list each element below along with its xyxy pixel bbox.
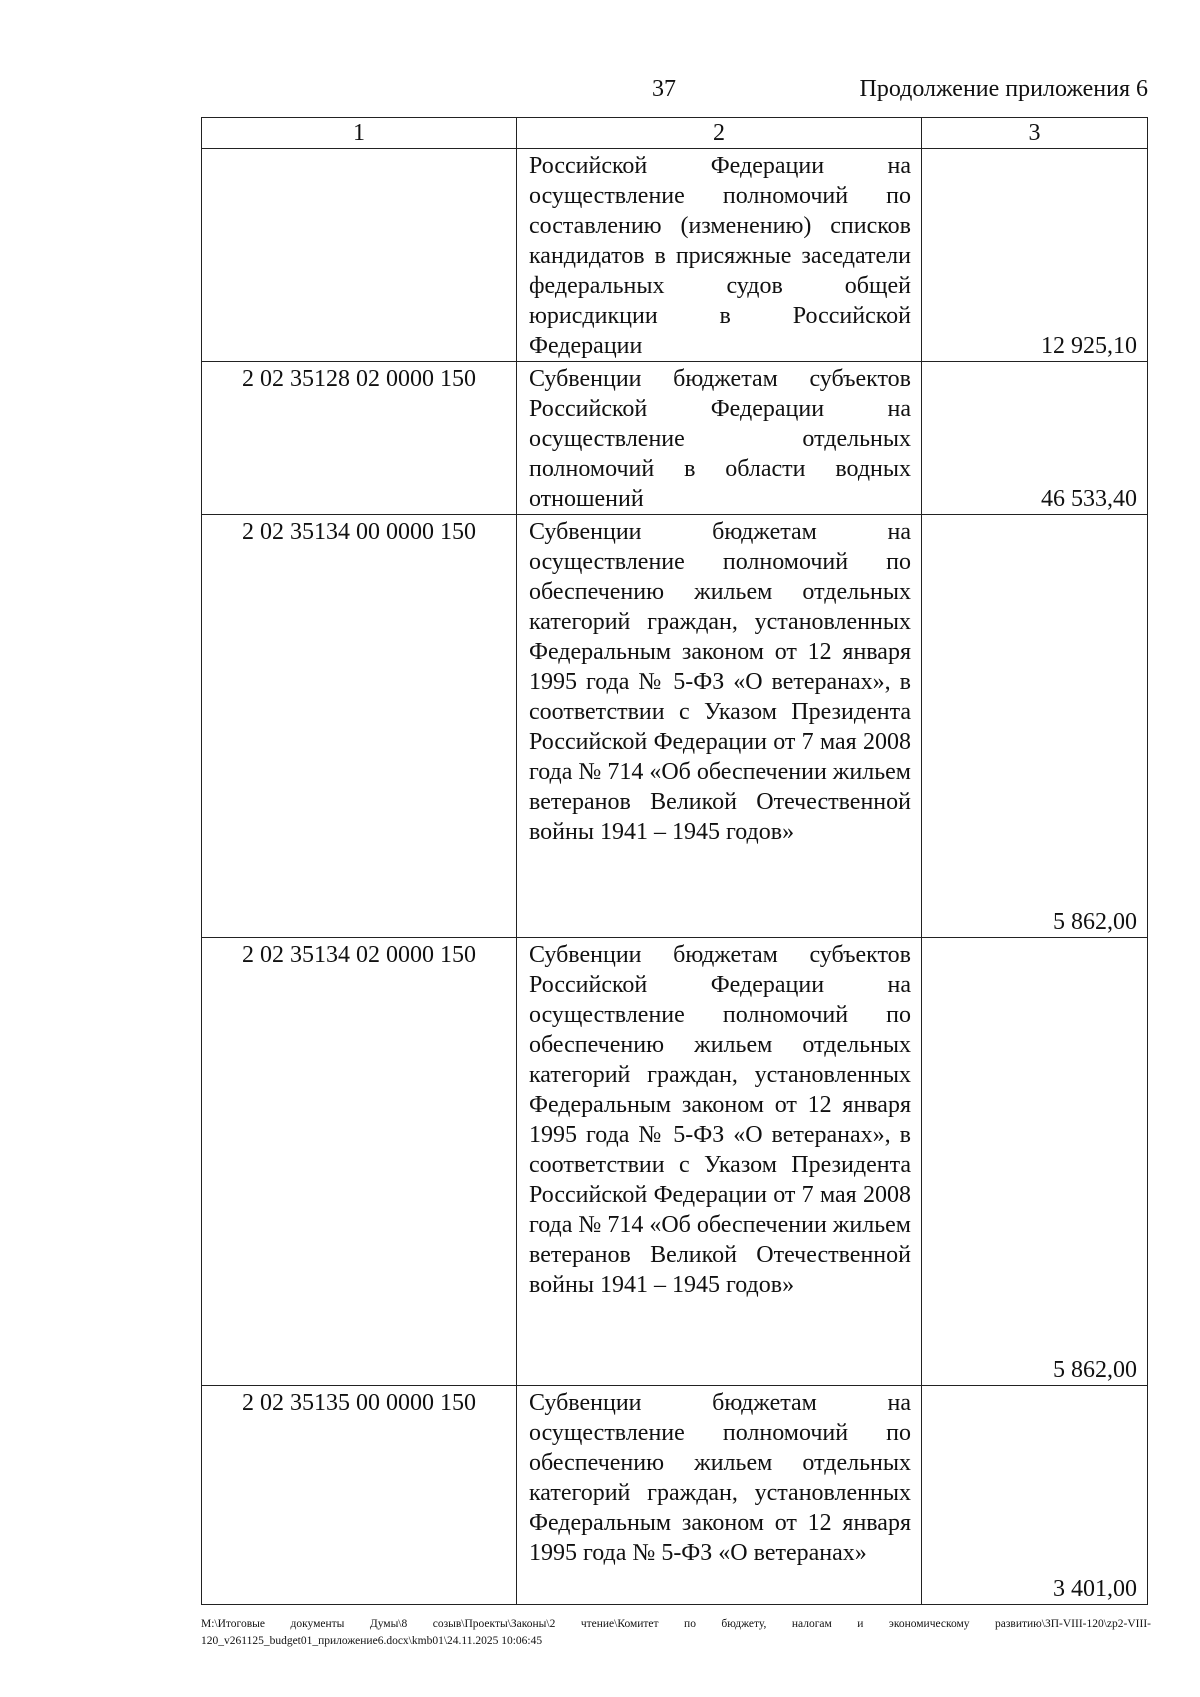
table-row bbox=[202, 1386, 1148, 1605]
row-amount: 12 925,10 bbox=[922, 149, 1148, 362]
page-number: 37 bbox=[652, 76, 676, 102]
row-amount: 46 533,40 bbox=[922, 362, 1148, 515]
column-header-2: 2 bbox=[517, 118, 922, 149]
row-description: Субвенции бюджетам субъектов Российской Федерации на осуществление полномочий по обеспечению жильем отдельных категорий граждан, установленных Федеральным законом от 12 января 1995 года № 5-ФЗ «О ветеранах», в соответствии с Указом Президента Российской Федерации от 7 мая 2008 года № 714 «Об обеспечении жильем ветеранов Великой Отечественной войны 1941 – 1945 годов» bbox=[517, 938, 922, 1386]
row-description: Российской Федерации на осуществление полномочий по составлению (изменению) списков кандидатов в присяжные заседатели федеральных судов общей юрисдикции в Российской Федерации bbox=[517, 149, 922, 362]
budget-table bbox=[201, 117, 1148, 1605]
table-row bbox=[202, 515, 1148, 938]
row-description: Субвенции бюджетам субъектов Российской Федерации на осуществление отдельных полномочий в области водных отношений bbox=[517, 362, 922, 515]
row-description: Субвенции бюджетам на осуществление полномочий по обеспечению жильем отдельных категорий граждан, установленных Федеральным законом от 12 января 1995 года № 5-ФЗ «О ветеранах», в соответствии с Указом Президента Российской Федерации от 7 мая 2008 года № 714 «Об обеспечении жильем ветеранов Великой Отечественной войны 1941 – 1945 годов» bbox=[517, 515, 922, 938]
file-path-footer: M:\Итоговые документы Думы\8 созыв\Проекты\Законы\2 чтение\Комитет по бюджету, налогам и экономическому развитию\ЗП-VIII-120\zp2-VIII-120_v261125_budget01_приложение6.docx\kmb01\24.11.2025 10:06:45 bbox=[201, 1618, 1151, 1647]
row-amount: 5 862,00 bbox=[922, 938, 1148, 1386]
row-code bbox=[202, 149, 517, 362]
column-header-1: 1 bbox=[202, 118, 517, 149]
row-code: 2 02 35134 02 0000 150 bbox=[202, 938, 517, 1386]
row-description: Субвенции бюджетам на осуществление полномочий по обеспечению жильем отдельных категорий граждан, установленных Федеральным законом от 12 января 1995 года № 5-ФЗ «О ветеранах» bbox=[517, 1386, 922, 1605]
row-code: 2 02 35134 00 0000 150 bbox=[202, 515, 517, 938]
continuation-label: Продолжение приложения 6 bbox=[859, 76, 1148, 102]
row-amount: 3 401,00 bbox=[922, 1386, 1148, 1605]
row-amount: 5 862,00 bbox=[922, 515, 1148, 938]
table-row bbox=[202, 938, 1148, 1386]
table-header-row bbox=[202, 118, 1148, 149]
row-code: 2 02 35135 00 0000 150 bbox=[202, 1386, 517, 1605]
table-row bbox=[202, 362, 1148, 515]
row-code: 2 02 35128 02 0000 150 bbox=[202, 362, 517, 515]
table-row bbox=[202, 149, 1148, 362]
column-header-3: 3 bbox=[922, 118, 1148, 149]
